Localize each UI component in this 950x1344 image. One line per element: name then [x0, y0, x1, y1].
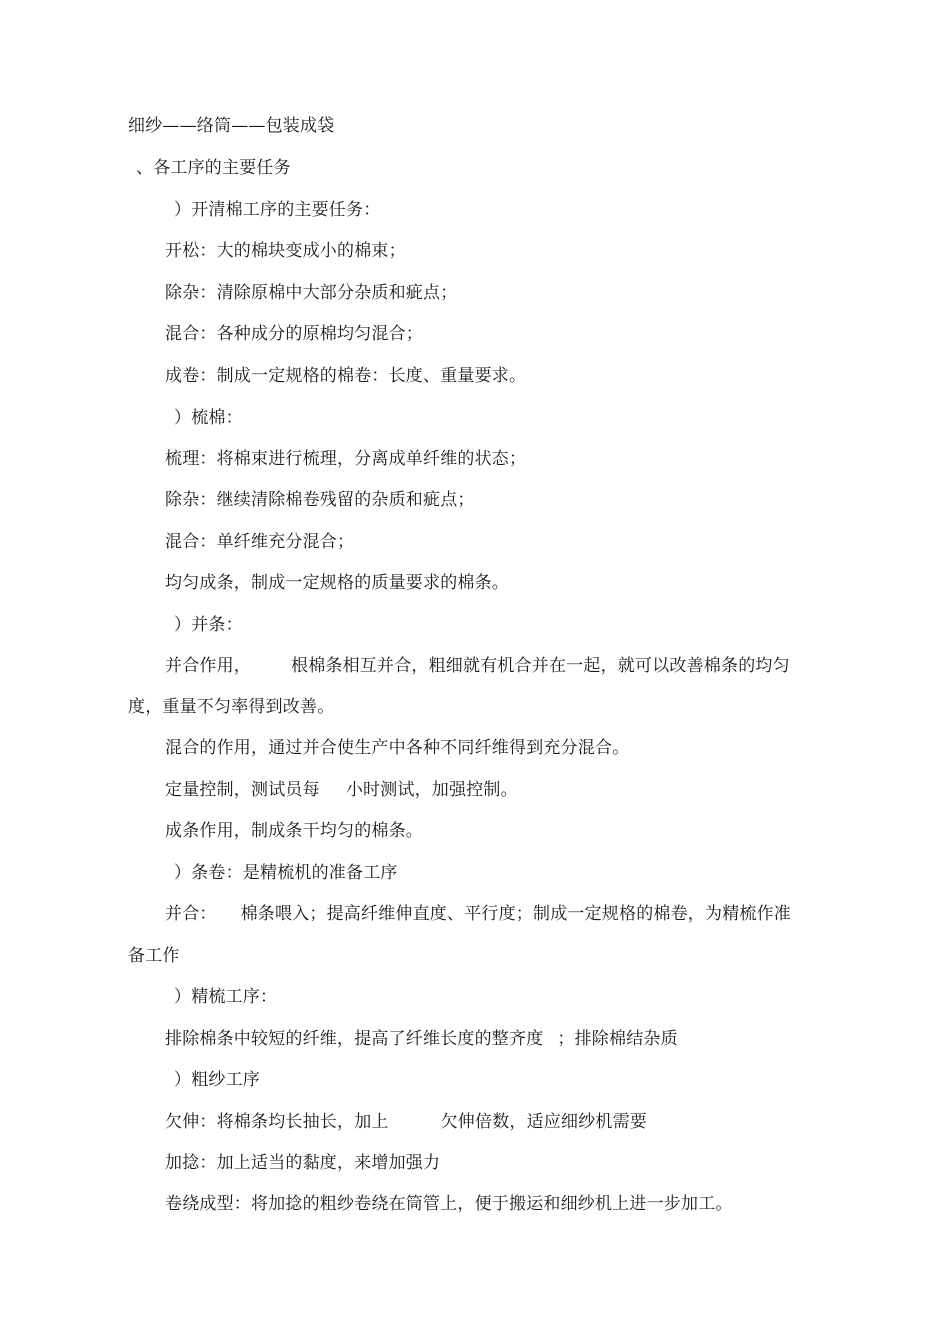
- drawing-heading: ）并条：: [174, 615, 243, 635]
- text-run: 棉条喂入；提高纤维伸直度、平行度；制成一定规格的棉卷，为精梳作准: [240, 904, 792, 924]
- text-run: 欠伸倍数，适应细纱机需要: [440, 1112, 648, 1132]
- combing-heading: ）精梳工序：: [174, 987, 278, 1007]
- combing-paragraph-1: [165, 1029, 678, 1049]
- lap-heading: ）条卷：是精梳机的准备工序: [174, 863, 398, 883]
- text-run: 根棉条相互并合，粗细就有机合并在一起，就可以改善棉条的均匀: [291, 656, 790, 676]
- roving-paragraph-3: 卷绕成型：将加捻的粗纱卷绕在筒管上，便于搬运和细纱机上进一步加工。: [165, 1194, 733, 1214]
- section-heading: 、各工序的主要任务: [136, 158, 291, 178]
- drawing-paragraph-2: 混合的作用，通过并合使生产中各种不同纤维得到充分混合。: [165, 738, 630, 758]
- opening-item: 除杂：清除原棉中大部分杂质和疵点；: [165, 283, 458, 303]
- text-run: 并合：: [165, 904, 217, 924]
- text-run: 定量控制，测试员每: [165, 780, 320, 800]
- opening-heading: ）开清棉工序的主要任务：: [174, 200, 381, 220]
- process-flow-line: 细纱——络筒——包装成袋: [128, 116, 335, 136]
- text-run: 欠伸：将棉条均长抽长，加上: [165, 1112, 389, 1132]
- text-run: 并合作用，: [165, 656, 251, 676]
- drawing-paragraph-4: 成条作用，制成条干均匀的棉条。: [165, 821, 423, 841]
- carding-heading: ）梳棉：: [174, 408, 243, 428]
- drawing-paragraph-3: [165, 780, 518, 800]
- opening-item: 开松：大的棉块变成小的棉束；: [165, 241, 406, 261]
- carding-item: 除杂：继续清除棉卷残留的杂质和疵点；: [165, 490, 475, 510]
- text-run: ；排除棉结杂质: [557, 1029, 678, 1049]
- text-run: 排除棉条中较短的纤维，提高了纤维长度的整齐度: [165, 1029, 544, 1049]
- carding-item: 梳理：将棉束进行梳理，分离成单纤维的状态；: [165, 449, 527, 469]
- roving-heading: ）粗纱工序: [174, 1070, 260, 1090]
- roving-paragraph-2: 加捻：加上适当的黏度，来增加强力: [165, 1153, 441, 1173]
- carding-item: 均匀成条，制成一定规格的质量要求的棉条。: [165, 573, 509, 593]
- opening-item: 混合：各种成分的原棉均匀混合；: [165, 324, 423, 344]
- text-run: 小时测试，加强控制。: [345, 780, 518, 800]
- lap-paragraph-1-cont: 备工作: [128, 946, 180, 966]
- drawing-paragraph-1: [165, 656, 790, 676]
- opening-item: 成卷：制成一定规格的棉卷：长度、重量要求。: [165, 366, 527, 386]
- carding-item: 混合：单纤维充分混合；: [165, 532, 355, 552]
- drawing-paragraph-1-cont: 度，重量不匀率得到改善。: [128, 697, 335, 717]
- roving-paragraph-1: [165, 1112, 647, 1132]
- lap-paragraph-1: [165, 904, 791, 924]
